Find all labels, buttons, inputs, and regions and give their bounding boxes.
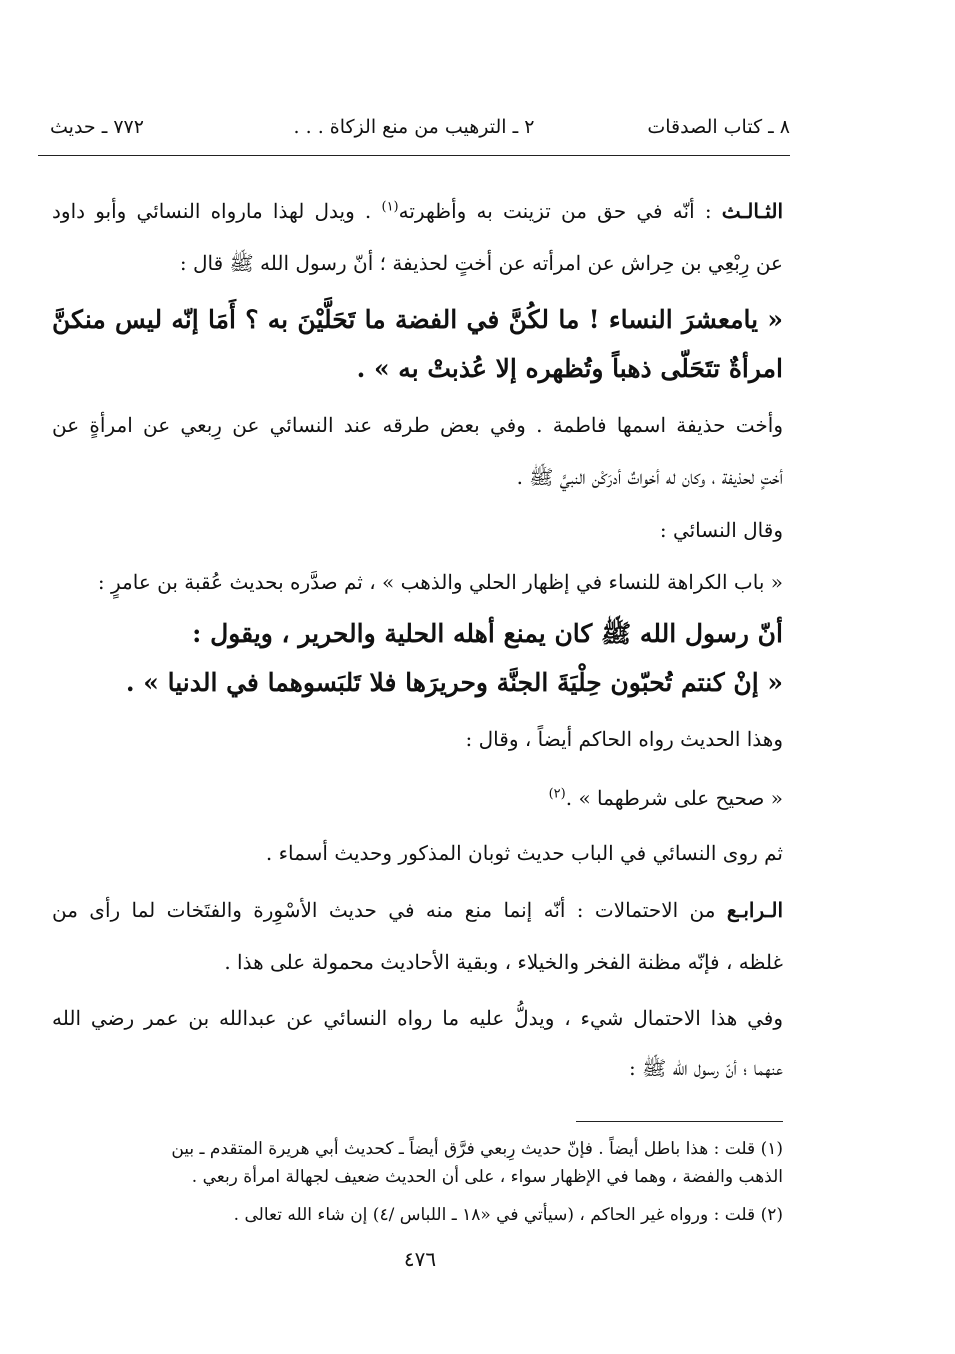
para-chapter-quote: « باب الكراهة للنساء في إظهار الحلي والذهب » ، ثم صدَّره بحديث عُقبة بن عامرٍ : bbox=[97, 570, 783, 594]
header-rule bbox=[38, 155, 790, 156]
hadith-uqba-line-1: أنّ رسول الله ﷺ كان يمنع أهله الحلية والحرير ، ويقول : bbox=[192, 619, 783, 648]
hadith-quote-line-2: امرأةٌ تتَحَلّى ذهباً وتُظهره إلا عُذبتْ به » . bbox=[356, 354, 783, 383]
para-thawban: ثم روى النسائي في الباب حديث ثوبان المذكور وحديث أسماء . bbox=[265, 841, 783, 865]
text-run: . ويدل لهذا مارواه النسائي وأبو داود bbox=[52, 199, 382, 223]
page-number: ٤٧٦ bbox=[403, 1247, 437, 1271]
footnote-2: (٢) قلت : ورواه غير الحاكم ، (سيأتي في «١٨ ـ اللباس /٤) إن شاء الله تعالى . bbox=[233, 1205, 783, 1225]
header-hadith-number: ٧٧٢ ـ حديث bbox=[50, 116, 144, 138]
footnote-separator bbox=[576, 1121, 783, 1122]
hadith-uqba-line-2: « إنْ كنتم تُحبّون حِلْيَةَ الجنَّة وحريرَها فلا تَلبَسوهما في الدنيا » . bbox=[125, 668, 783, 697]
para-fourth-line-2: غلظه ، فإنّه مظنة الفخر والخيلاء ، وبقية الأحاديث محمولة على هذا . bbox=[224, 950, 783, 974]
para-sister-line-2: أختٍ لحذيفة ، وكان له أخواتٌ أدرَكْن النبيَّ ﷺ . bbox=[516, 465, 783, 489]
para-hakim: وهذا الحديث رواه الحاكم أيضاً ، وقال : bbox=[465, 727, 783, 751]
para-sister-line-1: وأخت حذيفة اسمها فاطمة . وفي بعض طرقه عند النسائي عن رِبعي عن امرأةٍ عن bbox=[52, 413, 783, 437]
footnote-ref[interactable]: (٢) bbox=[548, 786, 566, 802]
running-header bbox=[38, 112, 790, 142]
footnote-1-line-2: الذهب والفضة ، وهما في الإظهار سواء ، على أن الحديث ضعيف لجهالة امرأة ربعي . bbox=[191, 1167, 783, 1187]
hadith-quote-line-1: « يامعشرَ النساء ! ما لكُنَّ في الفضة ما تَحَلَّيْنَ به ؟ أَمَا إنّه ليس منكنَّ bbox=[52, 305, 783, 334]
point-label: الـرابـع bbox=[726, 898, 783, 922]
para-third-line-2: عن رِبْعِي بن حِراش عن امرأته عن أختٍ لحذيفة ؛ أنّ رسول الله ﷺ قال : bbox=[179, 251, 783, 275]
footnote-1-line-1: (١) قلت : هذا باطل أيضاً . فإنّ حديث رِبعي فرَّق أيضاً ـ كحديث أبي هريرة المتقدم ـ بين bbox=[171, 1139, 783, 1159]
para-ibn-umar-line-1: وفي هذا الاحتمال شيء ، ويدلُّ عليه ما رواه النسائي عن عبدالله بن عمر رضي الله bbox=[52, 1006, 784, 1030]
para-ibn-umar-line-2: عنهما ؛ أنّ رسول الله ﷺ : bbox=[629, 1056, 783, 1080]
header-chapter-title: ٢ ـ الترهيب من منع الزكاة . . . bbox=[293, 116, 535, 138]
para-fourth-line-1 bbox=[52, 895, 783, 925]
text-run: من الاحتمالات : أنّه إنما منع منه في حديث الأسْوِرة والفتَخات لما رأى من bbox=[52, 898, 727, 922]
header-book-title: ٨ ـ كتاب الصدقات bbox=[647, 116, 790, 138]
point-label: الثـالـث bbox=[721, 199, 783, 223]
text-run: « صحيح على شرطهما » . bbox=[565, 786, 783, 810]
para-third-line-1 bbox=[52, 196, 783, 226]
footnote-ref[interactable]: (١) bbox=[381, 199, 399, 215]
text-run: : أنّه في حق من تزينت به وأظهرته bbox=[398, 199, 722, 223]
para-nasai-said: وقال النسائي : bbox=[659, 518, 783, 542]
para-sahih bbox=[52, 783, 783, 813]
